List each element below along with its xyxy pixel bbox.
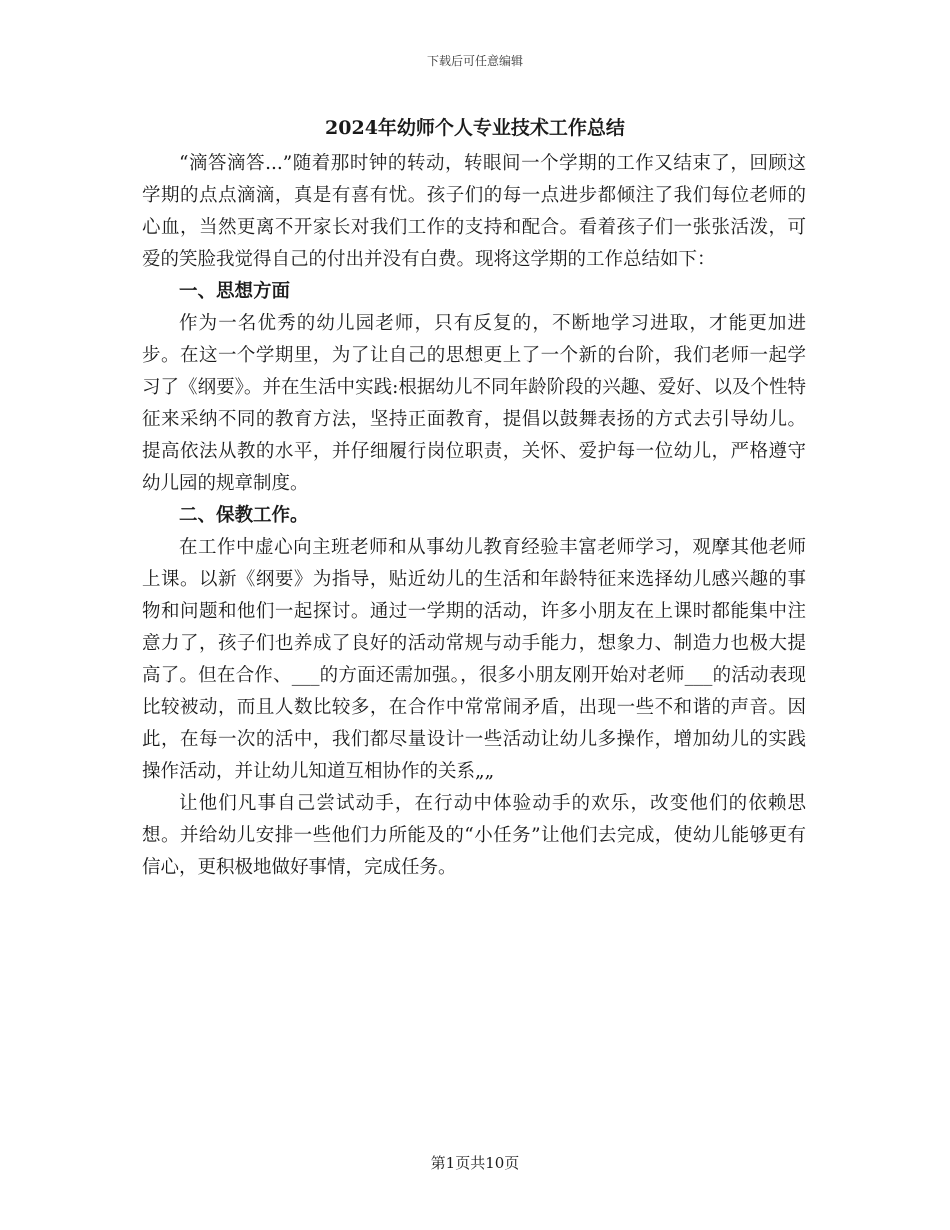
document-title: 2024年幼师个人专业技术工作总结 bbox=[325, 117, 625, 139]
section-heading-thought: 一、思想方面 bbox=[179, 281, 291, 302]
page-footer: 第1页共10页 bbox=[430, 1154, 520, 1172]
intro-paragraph: “滴答滴答...”随着那时钟的转动，转眼间一个学期的工作又结束了，回顾这学期的点点滴滴，真是有喜有忧。孩子们的每一点进步都倾注了我们每位老师的心血，当然更离不开家长对我们工作的支持和配合。看着孩子们一张张活泼，可爱的笑脸我觉得自己的付出并没有白费。现将这学期的工作总结如下： bbox=[142, 153, 806, 270]
section-heading-care-education: 二、保教工作。 bbox=[179, 505, 309, 526]
page-header: 下载后可任意编辑 bbox=[426, 54, 523, 68]
care-education-paragraph: 在工作中虚心向主班老师和从事幼儿教育经验丰富老师学习，观摩其他老师上课。以新《纲要》为指导，贴近幼儿的生活和年龄特征来选择幼儿感兴趣的事物和问题和他们一起探讨。通过一学期的活动，许多小朋友在上课时都能集中注意力了，孩子们也养成了良好的活动常规与动手能力，想象力、制造力也极大提高了。但在合作、___的方面还需加强。，很多小朋友刚开始对老师___的活动表现比较被动，而且人数比较多，在合作中常常闹矛盾，出现一些不和谐的声音。因此，在每一次的活中，我们都尽量设计一些活动让幼儿多操作，增加幼儿的实践操作活动，并让幼儿知道互相协作的关系„„ bbox=[142, 537, 806, 782]
document-body bbox=[142, 148, 806, 884]
practice-paragraph: 让他们凡事自己尝试动手，在行动中体验动手的欢乐，改变他们的依赖思想。并给幼儿安排一些他们力所能及的“小任务”让他们去完成，使幼儿能够更有信心，更积极地做好事情，完成任务。 bbox=[142, 793, 806, 878]
thought-paragraph: 作为一名优秀的幼儿园老师，只有反复的，不断地学习进取，才能更加进步。在这一个学期里，为了让自己的思想更上了一个新的台阶，我们老师一起学习了《纲要》。并在生活中实践:根据幼儿不同年龄阶段的兴趣、爱好、以及个性特征来采纳不同的教育方法，坚持正面教育，提倡以鼓舞表扬的方式去引导幼儿。提高依法从教的水平，并仔细履行岗位职责，关怀、爱护每一位幼儿，严格遵守幼儿园的规章制度。 bbox=[142, 313, 806, 494]
